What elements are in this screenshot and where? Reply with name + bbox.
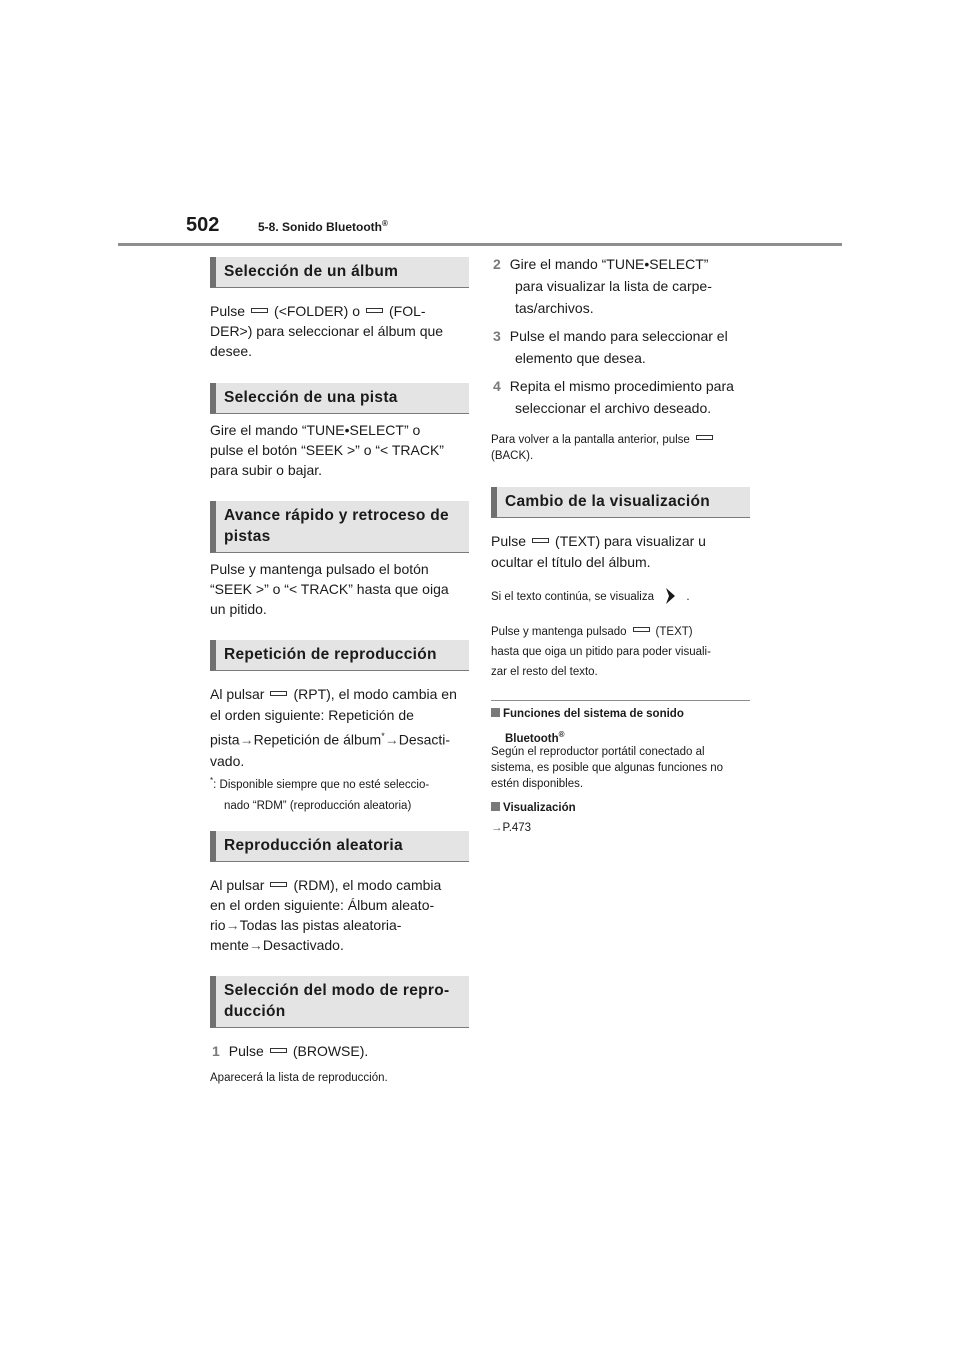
arrow-icon: → (491, 822, 503, 834)
heading-visual: Visualización (491, 800, 753, 816)
header-rule (118, 243, 842, 246)
page-number: 502 (186, 214, 220, 236)
square-bullet-icon (491, 802, 500, 811)
next-arrow-icon (663, 587, 677, 605)
button-icon (270, 1048, 287, 1053)
note-continue: Si el texto continúa, se visualiza . (491, 587, 753, 605)
back-note: Para volver a la pantalla anterior, pulse (BACK). (491, 432, 753, 464)
step-1-note: Aparecerá la lista de reproducción. (210, 1072, 388, 1084)
arrow-icon: → (248, 937, 263, 953)
heading-funciones: Funciones del sistema de sonido Bluetooth® (491, 706, 753, 748)
arrow-icon: → (239, 731, 254, 748)
heading-repeticion: Repetición de reproducción (210, 640, 469, 671)
heading-pista: Selección de una pista (210, 383, 469, 414)
step-1: 1 Pulse (BROWSE). (212, 1043, 369, 1059)
step-3: 3 Pulse el mando para seleccionar el elemento que desea. (493, 328, 728, 366)
para-avance: Pulse y mantenga pulsado el botón “SEEK >” o “< TRACK” hasta que oiga un pitido. (210, 561, 449, 617)
para-funciones: Según el reproductor portátil conectado al sistema, es posible que algunas funciones no estén disponibles. (491, 746, 724, 790)
ref-visual: →P.473 (491, 822, 532, 834)
para-album: Pulse (<FOLDER) o (FOL- DER>) para seleccionar el álbum que desee. (210, 303, 444, 359)
section-title: 5-8. Sonido Bluetooth® (258, 219, 388, 234)
para-visualizacion: Pulse (TEXT) para visualizar u ocultar el título del álbum. (491, 533, 706, 570)
step-4: 4 Repita el mismo procedimiento para seleccionar el archivo deseado. (493, 378, 734, 416)
para-pista: Gire el mando “TUNE•SELECT” o pulse el botón “SEEK >” o “< TRACK” para subir o bajar. (210, 422, 444, 478)
para-repeticion: Al pulsar (RPT), el modo cambia en el orden siguiente: Repetición de pista→Repetición de álbum*→Desacti- vado. (210, 686, 457, 769)
arrow-icon: → (384, 731, 399, 748)
heading-album: Selección de un álbum (210, 257, 469, 288)
heading-modo: Selección del modo de repro- ducción (210, 976, 469, 1028)
footnote-repeticion: *: Disponible siempre que no esté seleccio- nado “RDM” (reproducción aleatoria) (210, 776, 430, 812)
note-hold: Pulse y mantenga pulsado (TEXT) hasta que oiga un pitido para poder visuali- zar el resto del texto. (491, 626, 711, 678)
para-aleatoria: Al pulsar (RDM), el modo cambia en el orden siguiente: Álbum aleato- rio→Todas las pistas aleatoria- mente→Desactivado. (210, 877, 442, 953)
button-icon (270, 691, 287, 696)
button-icon (696, 435, 713, 440)
button-icon (251, 308, 268, 313)
button-icon (633, 627, 650, 632)
square-bullet-icon (491, 708, 500, 717)
step-2: 2 Gire el mando “TUNE•SELECT” para visualizar la lista de carpe- tas/archivos. (493, 256, 712, 316)
heading-visualizacion: Cambio de la visualización (491, 487, 750, 518)
heading-avance: Avance rápido y retroceso de pistas (210, 501, 469, 553)
button-icon (366, 308, 383, 313)
heading-aleatoria: Reproducción aleatoria (210, 831, 469, 862)
divider (491, 700, 750, 701)
button-icon (270, 882, 287, 887)
arrow-icon: → (225, 917, 240, 933)
button-icon (532, 538, 549, 543)
